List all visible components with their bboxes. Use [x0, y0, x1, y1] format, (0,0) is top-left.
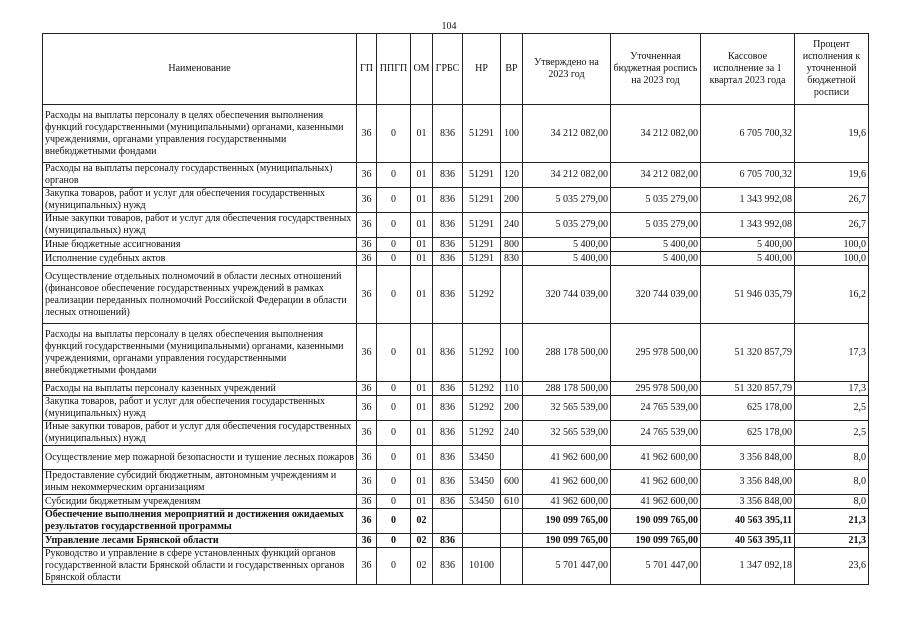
cell-vr: 120 [501, 163, 523, 188]
cell-name: Иные закупки товаров, работ и услуг для обеспечения государственных (муниципальных) нужд [43, 213, 357, 238]
cell-nr: 51291 [463, 188, 501, 213]
cell-vr [501, 266, 523, 324]
cell-cash: 1 347 092,18 [701, 548, 795, 585]
cell-revised: 34 212 082,00 [611, 105, 701, 163]
header-name: Наименование [43, 34, 357, 105]
cell-grbs: 836 [433, 396, 463, 421]
cell-gp: 36 [357, 105, 377, 163]
cell-percent: 8,0 [795, 495, 869, 509]
cell-grbs: 836 [433, 534, 463, 548]
cell-gp: 36 [357, 534, 377, 548]
cell-vr: 200 [501, 396, 523, 421]
cell-gp: 36 [357, 509, 377, 534]
table-row [43, 266, 869, 324]
cell-nr: 51292 [463, 421, 501, 446]
cell-gp: 36 [357, 252, 377, 266]
budget-table [42, 33, 869, 585]
cell-approved: 5 400,00 [523, 238, 611, 252]
cell-ppgp: 0 [377, 495, 411, 509]
cell-approved: 288 178 500,00 [523, 324, 611, 382]
table-row [43, 105, 869, 163]
cell-name: Управление лесами Брянской области [43, 534, 357, 548]
cell-name: Расходы на выплаты персоналу в целях обеспечения выполнения функций государственными (муниципальными) органами, казенными учреждениями, органами управления государственными внебюджетными фондами [43, 324, 357, 382]
cell-cash: 625 178,00 [701, 396, 795, 421]
table-row [43, 534, 869, 548]
cell-name: Осуществление отдельных полномочий в области лесных отношений (финансовое обеспечение государственных учреждений в рамках реализации переданных полномочий Российской Федерации в области лесных отношений) [43, 266, 357, 324]
cell-name: Обеспечение выполнения мероприятий и достижения ожидаемых результатов государственной программы [43, 509, 357, 534]
cell-grbs: 836 [433, 252, 463, 266]
cell-vr: 240 [501, 213, 523, 238]
cell-percent: 16,2 [795, 266, 869, 324]
cell-ppgp: 0 [377, 324, 411, 382]
table-row [43, 188, 869, 213]
cell-percent: 2,5 [795, 396, 869, 421]
cell-gp: 36 [357, 238, 377, 252]
cell-ppgp: 0 [377, 548, 411, 585]
table-row [43, 548, 869, 585]
cell-om: 01 [411, 266, 433, 324]
cell-percent: 17,3 [795, 382, 869, 396]
cell-percent: 21,3 [795, 509, 869, 534]
cell-gp: 36 [357, 213, 377, 238]
cell-gp: 36 [357, 446, 377, 470]
cell-nr: 51291 [463, 213, 501, 238]
table-row [43, 238, 869, 252]
table-row [43, 509, 869, 534]
cell-cash: 625 178,00 [701, 421, 795, 446]
cell-approved: 32 565 539,00 [523, 421, 611, 446]
header-nr: НР [463, 34, 501, 105]
cell-cash: 6 705 700,32 [701, 105, 795, 163]
cell-cash: 51 320 857,79 [701, 382, 795, 396]
cell-revised: 320 744 039,00 [611, 266, 701, 324]
cell-percent: 26,7 [795, 213, 869, 238]
cell-ppgp: 0 [377, 213, 411, 238]
cell-revised: 5 400,00 [611, 252, 701, 266]
cell-name: Иные закупки товаров, работ и услуг для обеспечения государственных (муниципальных) нужд [43, 421, 357, 446]
cell-vr: 110 [501, 382, 523, 396]
cell-om: 01 [411, 238, 433, 252]
cell-cash: 3 356 848,00 [701, 470, 795, 495]
cell-percent: 8,0 [795, 446, 869, 470]
cell-nr: 51291 [463, 252, 501, 266]
cell-grbs: 836 [433, 421, 463, 446]
cell-ppgp: 0 [377, 238, 411, 252]
cell-name: Субсидии бюджетным учреждениям [43, 495, 357, 509]
cell-vr: 100 [501, 105, 523, 163]
cell-grbs: 836 [433, 382, 463, 396]
cell-approved: 41 962 600,00 [523, 446, 611, 470]
cell-gp: 36 [357, 396, 377, 421]
cell-percent: 23,6 [795, 548, 869, 585]
cell-om: 01 [411, 105, 433, 163]
cell-approved: 34 212 082,00 [523, 105, 611, 163]
cell-om: 01 [411, 324, 433, 382]
cell-gp: 36 [357, 266, 377, 324]
cell-cash: 3 356 848,00 [701, 446, 795, 470]
cell-nr: 51292 [463, 266, 501, 324]
cell-vr: 100 [501, 324, 523, 382]
cell-cash: 1 343 992,08 [701, 188, 795, 213]
header-om: ОМ [411, 34, 433, 105]
cell-approved: 32 565 539,00 [523, 396, 611, 421]
cell-name: Руководство и управление в сфере установленных функций органов государственной власти Брянской области и государственных органов Брянской области [43, 548, 357, 585]
cell-ppgp: 0 [377, 252, 411, 266]
cell-om: 01 [411, 163, 433, 188]
cell-ppgp: 0 [377, 470, 411, 495]
cell-approved: 190 099 765,00 [523, 509, 611, 534]
cell-grbs [433, 509, 463, 534]
table-body [43, 105, 869, 585]
cell-nr: 51292 [463, 396, 501, 421]
table-row [43, 324, 869, 382]
table-row [43, 252, 869, 266]
cell-revised: 41 962 600,00 [611, 495, 701, 509]
table-row [43, 421, 869, 446]
cell-name: Расходы на выплаты персоналу в целях обеспечения выполнения функций государственными (муниципальными) органами, казенными учреждениями, органами управления государственными внебюджетными фондами [43, 105, 357, 163]
cell-name: Предоставление субсидий бюджетным, автономным учреждениям и иным некоммерческим организациям [43, 470, 357, 495]
cell-vr [501, 446, 523, 470]
cell-cash: 40 563 395,11 [701, 534, 795, 548]
cell-nr: 53450 [463, 495, 501, 509]
cell-om: 01 [411, 446, 433, 470]
cell-ppgp: 0 [377, 188, 411, 213]
cell-percent: 100,0 [795, 238, 869, 252]
cell-name: Иные бюджетные ассигнования [43, 238, 357, 252]
cell-ppgp: 0 [377, 446, 411, 470]
cell-vr [501, 534, 523, 548]
cell-gp: 36 [357, 382, 377, 396]
cell-name: Закупка товаров, работ и услуг для обеспечения государственных (муниципальных) нужд [43, 396, 357, 421]
cell-vr: 600 [501, 470, 523, 495]
cell-vr [501, 548, 523, 585]
cell-ppgp: 0 [377, 509, 411, 534]
cell-vr [501, 509, 523, 534]
cell-approved: 34 212 082,00 [523, 163, 611, 188]
cell-om: 02 [411, 548, 433, 585]
cell-name: Закупка товаров, работ и услуг для обеспечения государственных (муниципальных) нужд [43, 188, 357, 213]
cell-revised: 5 701 447,00 [611, 548, 701, 585]
cell-cash: 6 705 700,32 [701, 163, 795, 188]
cell-name: Расходы на выплаты персоналу казенных учреждений [43, 382, 357, 396]
cell-ppgp: 0 [377, 396, 411, 421]
cell-revised: 295 978 500,00 [611, 324, 701, 382]
table-row [43, 213, 869, 238]
cell-cash: 5 400,00 [701, 238, 795, 252]
cell-ppgp: 0 [377, 534, 411, 548]
cell-percent: 26,7 [795, 188, 869, 213]
cell-nr [463, 534, 501, 548]
cell-vr: 610 [501, 495, 523, 509]
cell-om: 01 [411, 396, 433, 421]
header-ppgp: ППГП [377, 34, 411, 105]
cell-approved: 5 035 279,00 [523, 213, 611, 238]
cell-nr [463, 509, 501, 534]
cell-gp: 36 [357, 163, 377, 188]
cell-ppgp: 0 [377, 105, 411, 163]
cell-vr: 830 [501, 252, 523, 266]
cell-ppgp: 0 [377, 163, 411, 188]
table-header [43, 34, 869, 105]
table-row [43, 396, 869, 421]
cell-om: 01 [411, 213, 433, 238]
cell-grbs: 836 [433, 213, 463, 238]
cell-revised: 295 978 500,00 [611, 382, 701, 396]
cell-approved: 41 962 600,00 [523, 470, 611, 495]
header-approved: Утверждено на 2023 год [523, 34, 611, 105]
cell-revised: 24 765 539,00 [611, 396, 701, 421]
table-row [43, 382, 869, 396]
cell-revised: 5 035 279,00 [611, 213, 701, 238]
cell-nr: 51291 [463, 238, 501, 252]
cell-cash: 40 563 395,11 [701, 509, 795, 534]
cell-grbs: 836 [433, 324, 463, 382]
cell-om: 01 [411, 382, 433, 396]
header-grbs: ГРБС [433, 34, 463, 105]
cell-gp: 36 [357, 548, 377, 585]
cell-ppgp: 0 [377, 421, 411, 446]
table-row [43, 495, 869, 509]
cell-revised: 5 400,00 [611, 238, 701, 252]
cell-approved: 41 962 600,00 [523, 495, 611, 509]
cell-cash: 3 356 848,00 [701, 495, 795, 509]
cell-nr: 51291 [463, 163, 501, 188]
cell-grbs: 836 [433, 446, 463, 470]
cell-gp: 36 [357, 421, 377, 446]
cell-percent: 19,6 [795, 163, 869, 188]
cell-vr: 200 [501, 188, 523, 213]
cell-approved: 5 701 447,00 [523, 548, 611, 585]
cell-grbs: 836 [433, 266, 463, 324]
cell-revised: 34 212 082,00 [611, 163, 701, 188]
header-percent: Процент исполнения к уточненной бюджетной росписи [795, 34, 869, 105]
cell-om: 01 [411, 470, 433, 495]
cell-revised: 24 765 539,00 [611, 421, 701, 446]
cell-approved: 288 178 500,00 [523, 382, 611, 396]
cell-om: 02 [411, 509, 433, 534]
cell-grbs: 836 [433, 470, 463, 495]
cell-name: Осуществление мер пожарной безопасности и тушение лесных пожаров [43, 446, 357, 470]
cell-cash: 51 320 857,79 [701, 324, 795, 382]
table-row [43, 446, 869, 470]
cell-percent: 100,0 [795, 252, 869, 266]
cell-grbs: 836 [433, 495, 463, 509]
cell-grbs: 836 [433, 163, 463, 188]
table-row [43, 470, 869, 495]
cell-om: 01 [411, 252, 433, 266]
page-number: 104 [441, 21, 457, 32]
cell-nr: 51292 [463, 324, 501, 382]
header-vr: ВР [501, 34, 523, 105]
cell-ppgp: 0 [377, 266, 411, 324]
header-gp: ГП [357, 34, 377, 105]
cell-om: 01 [411, 188, 433, 213]
cell-revised: 190 099 765,00 [611, 534, 701, 548]
cell-cash: 51 946 035,79 [701, 266, 795, 324]
cell-approved: 5 035 279,00 [523, 188, 611, 213]
cell-revised: 41 962 600,00 [611, 446, 701, 470]
cell-approved: 320 744 039,00 [523, 266, 611, 324]
cell-grbs: 836 [433, 238, 463, 252]
cell-nr: 53450 [463, 446, 501, 470]
table-row [43, 163, 869, 188]
cell-vr: 240 [501, 421, 523, 446]
cell-gp: 36 [357, 470, 377, 495]
cell-grbs: 836 [433, 548, 463, 585]
cell-name: Исполнение судебных актов [43, 252, 357, 266]
cell-gp: 36 [357, 324, 377, 382]
cell-ppgp: 0 [377, 382, 411, 396]
cell-revised: 190 099 765,00 [611, 509, 701, 534]
cell-approved: 190 099 765,00 [523, 534, 611, 548]
cell-percent: 19,6 [795, 105, 869, 163]
cell-percent: 21,3 [795, 534, 869, 548]
cell-nr: 51291 [463, 105, 501, 163]
cell-cash: 1 343 992,08 [701, 213, 795, 238]
cell-revised: 41 962 600,00 [611, 470, 701, 495]
cell-percent: 8,0 [795, 470, 869, 495]
cell-percent: 2,5 [795, 421, 869, 446]
cell-om: 01 [411, 495, 433, 509]
cell-revised: 5 035 279,00 [611, 188, 701, 213]
header-revised: Уточненная бюджетная роспись на 2023 год [611, 34, 701, 105]
cell-nr: 51292 [463, 382, 501, 396]
cell-name: Расходы на выплаты персоналу государственных (муниципальных) органов [43, 163, 357, 188]
cell-nr: 10100 [463, 548, 501, 585]
cell-percent: 17,3 [795, 324, 869, 382]
cell-approved: 5 400,00 [523, 252, 611, 266]
cell-grbs: 836 [433, 105, 463, 163]
cell-gp: 36 [357, 495, 377, 509]
header-cash: Кассовое исполнение за 1 квартал 2023 года [701, 34, 795, 105]
cell-nr: 53450 [463, 470, 501, 495]
cell-gp: 36 [357, 188, 377, 213]
cell-vr: 800 [501, 238, 523, 252]
cell-om: 02 [411, 534, 433, 548]
cell-grbs: 836 [433, 188, 463, 213]
cell-cash: 5 400,00 [701, 252, 795, 266]
cell-om: 01 [411, 421, 433, 446]
